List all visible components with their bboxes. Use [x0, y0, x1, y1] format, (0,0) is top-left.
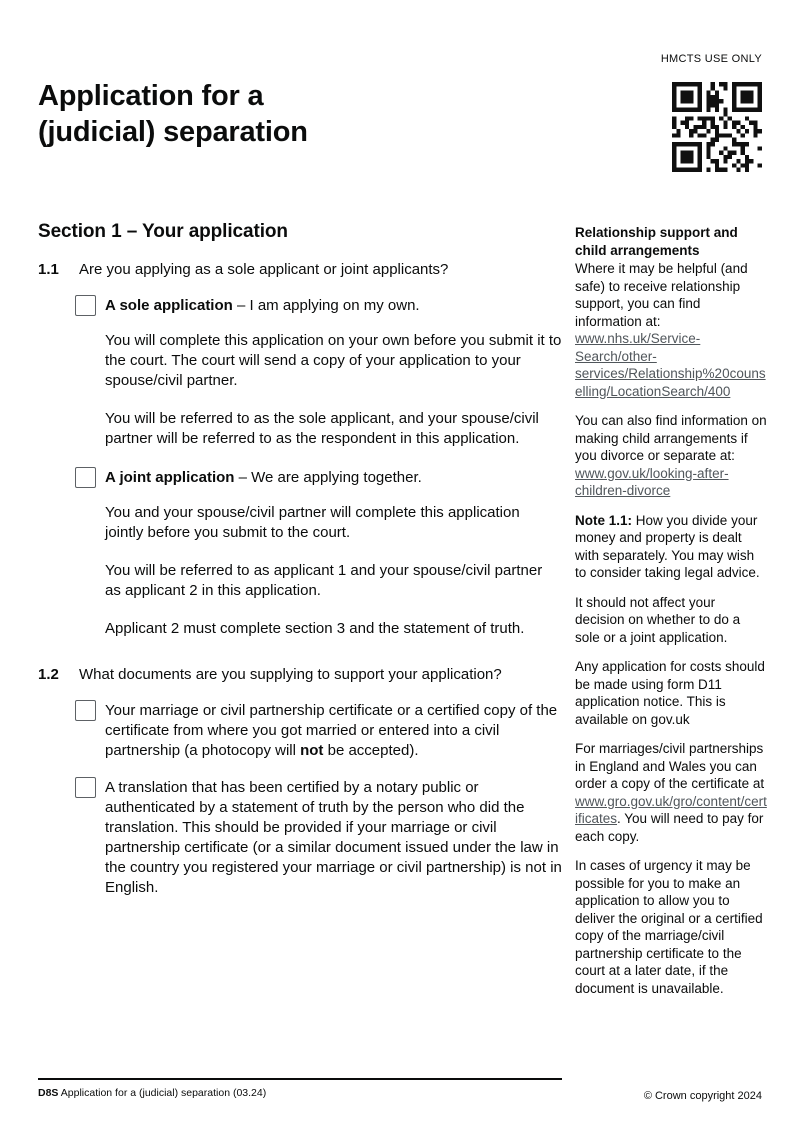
translation-document-checkbox[interactable]	[75, 777, 96, 798]
question-1-1	[38, 260, 562, 280]
sidebar-note-1-1-label: Note 1.1:	[575, 512, 633, 528]
joint-application-checkbox[interactable]	[75, 467, 96, 488]
question-1-1-text: Are you applying as a sole applicant or joint applicants?	[79, 261, 449, 278]
page-title-line2: (judicial) separation	[38, 116, 308, 148]
nhs-relationship-counselling-link[interactable]: www.nhs.uk/Service-Search/other-services/Relationship%20counselling/LocationSearch/400	[575, 331, 766, 399]
translation-document-label: A translation that has been certified by a notary public or authenticated by a statement of truth by the person who did the translation. This should be provided if your marriage or civil partnership certificate (or a similar document issued under the law in the country you registered your marriage or civil partnership) is not in English.	[105, 779, 562, 896]
question-1-2	[38, 665, 562, 685]
footer-copyright: © Crown copyright 2024	[643, 1090, 762, 1102]
sole-application-checkbox[interactable]	[75, 295, 96, 316]
sidebar-para-child-arrangements	[575, 412, 767, 500]
section-1-heading: Section 1 – Your application	[38, 221, 288, 242]
sidebar-para-costs: Any application for costs should be made using form D11 application notice. This is available on gov.uk	[575, 659, 765, 727]
joint-application-para-1: You and your spouse/civil partner will complete this application jointly before you submit to the court.	[105, 504, 520, 541]
sidebar-heading: Relationship support and child arrangements	[575, 225, 738, 258]
sidebar-notes	[575, 224, 767, 1009]
translation-document-option	[38, 777, 562, 898]
sole-application-option	[38, 295, 562, 316]
question-1-2-text: What documents are you supplying to support your application?	[79, 666, 502, 683]
footer-form-id	[38, 1087, 266, 1099]
sole-application-label-bold: A sole application	[105, 297, 233, 314]
sidebar-para-urgency: In cases of urgency it may be possible for you to make an application to allow you to deliver the original or a certified copy of the marriage/civil partnership certificate to the court at a later date, if the document is unavailable.	[575, 858, 763, 996]
certificate-document-option	[38, 700, 562, 761]
sidebar-para-decision: It should not affect your decision on whether to do a sole or a joint application.	[575, 594, 741, 645]
sole-application-para-2: You will be referred to as the sole applicant, and your spouse/civil partner will be referred to as the respondent in this application.	[105, 410, 539, 447]
joint-application-para-2: You will be referred to as applicant 1 and your spouse/civil partner as applicant 2 in this application.	[105, 562, 543, 599]
sidebar-para-2-text: You can also find information on making child arrangements if you divorce or separate at:	[575, 413, 767, 463]
joint-application-option	[38, 467, 562, 488]
page-title-line1: Application for a	[38, 80, 264, 112]
certificate-document-label	[105, 700, 562, 761]
sidebar-para-relationship-support	[575, 260, 767, 400]
sole-application-para-1: You will complete this application on your own before you submit it to the court. The court will send a copy of your application to your spouse/civil partner.	[105, 332, 562, 389]
qr-code-icon	[672, 82, 762, 172]
sidebar-note-1-1	[575, 512, 767, 582]
joint-application-label-rest: – We are applying together.	[234, 469, 422, 486]
joint-application-label	[105, 467, 562, 488]
certificate-document-label-bold: not	[300, 742, 324, 759]
sole-application-label	[105, 295, 562, 316]
certificate-document-label-post: be accepted).	[323, 742, 419, 759]
gov-looking-after-children-link[interactable]: www.gov.uk/looking-after-children-divorce	[575, 465, 729, 498]
sole-application-label-rest: – I am applying on my own.	[232, 297, 420, 314]
joint-application-para-3: Applicant 2 must complete section 3 and the statement of truth.	[105, 620, 525, 637]
certificate-document-label-pre: Your marriage or civil partnership certificate or a certified copy of the certificate from where you got married or entered into a civil partnership (a photocopy will	[105, 702, 558, 759]
sidebar-para-6-post: . You will need to pay for each copy.	[575, 811, 764, 844]
page-title	[38, 78, 308, 150]
main-column	[38, 222, 562, 914]
sidebar-para-order-certificate	[575, 740, 767, 845]
gro-certificates-link[interactable]: www.gro.gov.uk/gro/content/certificates	[575, 793, 767, 826]
footer-divider	[38, 1078, 562, 1080]
footer-form-code: D8S	[38, 1087, 59, 1099]
certificate-document-checkbox[interactable]	[75, 700, 96, 721]
hmcts-use-only-label: HMCTS USE ONLY	[660, 53, 762, 65]
joint-application-label-bold: A joint application	[105, 469, 235, 486]
sidebar-para-1-text: Where it may be helpful (and safe) to receive relationship support, you can find information at:	[575, 261, 748, 329]
sidebar-para-6-text: For marriages/civil partnerships in England and Wales you can order a copy of the certificate at	[575, 741, 765, 791]
sidebar-note-1-1-text: How you divide your money and property is dealt with separately. You may wish to consider taking legal advice.	[575, 512, 760, 580]
footer-form-title: Application for a (judicial) separation (03.24)	[58, 1087, 267, 1099]
question-1-1-number: 1.1	[38, 261, 59, 278]
question-1-2-number: 1.2	[38, 666, 59, 683]
